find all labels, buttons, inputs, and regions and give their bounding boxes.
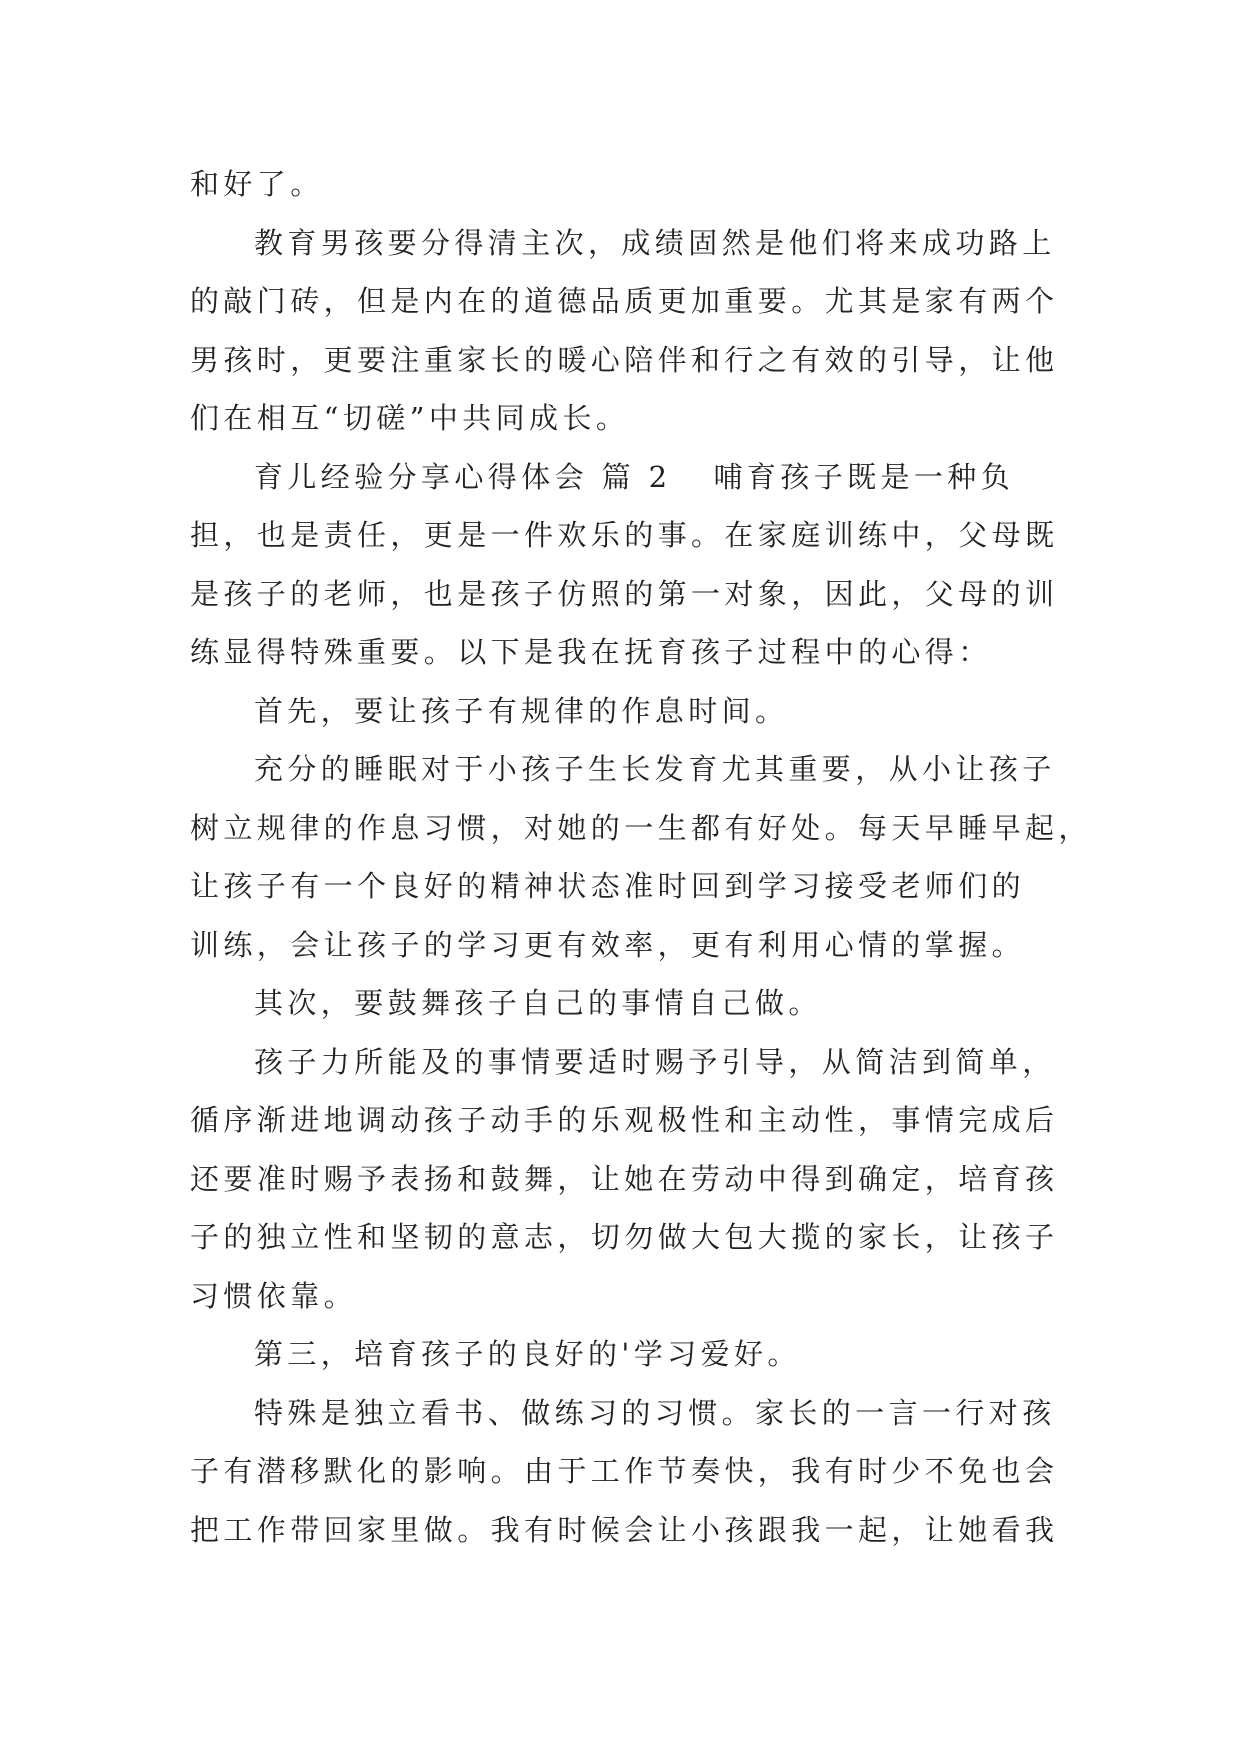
text-line: 把工作带回家里做。我有时候会让小孩跟我一起，让她看我 [190,1512,1059,1547]
text-line: 练显得特殊重要。以下是我在抚育孩子过程中的心得： [190,635,992,669]
text-line: 孩子力所能及的事情要适时赐予引导，从简洁到简单， [254,1044,1056,1079]
text-line: 其次，要鼓舞孩子自己的事情自己做。 [254,986,822,1020]
section-heading-line [190,448,1052,507]
section-heading: 育儿经验分享心得体会 篇 2 [254,459,672,494]
paragraph-start: 哺育孩子既是一种负 [713,459,1015,494]
text-line: 们在相互“切磋”中共同成长。 [190,401,630,435]
text-line: 子的独立性和坚韧的意志，切勿做大包大揽的家长，让孩子 [190,1220,1059,1254]
document-body [190,155,1092,1559]
text-line: 循序渐进地调动孩子动手的乐观极性和主动性，事情完成后 [190,1103,1059,1137]
text-line: 习惯依靠。 [190,1278,358,1313]
text-line: 还要准时赐予表扬和鼓舞，让她在劳动中得到确定，培育孩 [190,1161,1059,1196]
text-line: 教育男孩要分得清主次，成绩固然是他们将来成功路上 [254,225,1056,260]
text-line: 树立规律的作息习惯，对她的一生都有好处。每天早睡早起， [190,810,1092,845]
text-line: 特殊是独立看书、做练习的习惯。家长的一言一行对孩 [254,1395,1056,1430]
text-line: 首先，要让孩子有规律的作息时间。 [254,693,789,728]
text-line: 让孩子有一个良好的精神状态准时回到学习接受老师们的 [190,869,1026,903]
text-line: 男孩时，更要注重家长的暖心陪伴和行之有效的引导，让他 [190,342,1059,377]
text-line: 第三，培育孩子的良好的'学习爱好。 [254,1337,801,1371]
text-line: 子有潜移默化的影响。由于工作节奏快，我有时少不免也会 [190,1454,1059,1488]
text-line: 训练，会让孩子的学习更有效率，更有利用心情的掌握。 [190,927,1026,962]
text-line: 是孩子的老师，也是孩子仿照的第一对象，因此，父母的训 [190,576,1059,611]
text-line: 充分的睡眠对于小孩子生长发育尤其重要，从小让孩子 [254,752,1056,786]
text-line: 的敲门砖，但是内在的道德品质更加重要。尤其是家有两个 [190,284,1059,318]
text-line: 和好了。 [190,167,324,201]
text-line: 担，也是责任，更是一件欢乐的事。在家庭训练中，父母既 [190,518,1059,552]
